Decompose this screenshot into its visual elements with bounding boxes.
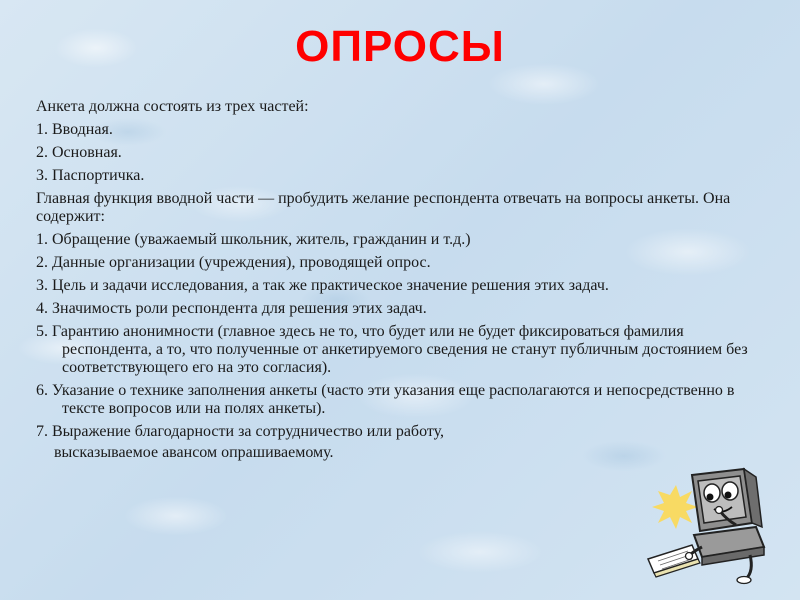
- content-item-4: 4. Значимость роли респондента для решения этих задач.: [36, 300, 427, 317]
- intro-function-text: Главная функция вводной части — пробудить желание респондента отвечать на вопросы анкеты. Она содержит:: [36, 190, 731, 225]
- part-item-2: 2. Основная.: [36, 144, 122, 161]
- content-item-3: 3. Цель и задачи исследования, а так же практическое значение решения этих задач.: [36, 277, 609, 294]
- content-item-2: 2. Данные организации (учреждения), проводящей опрос.: [36, 254, 431, 271]
- content-item-7-continuation: высказываемое авансом опрашиваемому.: [54, 444, 334, 461]
- content-item-6: 6. Указание о технике заполнения анкеты (часто эти указания еще располагаются и непосредственно в тексте вопросов или на полях анкеты).: [36, 382, 735, 417]
- content-item-1: 1. Обращение (уважаемый школьник, житель, гражданин и т.д.): [36, 231, 471, 248]
- part-item-1: 1. Вводная.: [36, 121, 113, 138]
- content-item-7: 7. Выражение благодарности за сотрудничество или работу,: [36, 423, 445, 440]
- slide-body: [36, 98, 766, 467]
- slide-title: ОПРОСЫ: [295, 22, 505, 71]
- intro-text: Анкета должна состоять из трех частей:: [36, 98, 309, 115]
- content-item-5: 5. Гарантию анонимности (главное здесь не то, что будет или не будет фиксироваться фамилия респондента, а то, что полученные от анкетируемого сведения не станут публичным достоянием без соответствующего его на это согласия).: [36, 323, 748, 376]
- computer-mascot-reading-book-icon: [640, 455, 770, 585]
- part-item-3: 3. Паспортичка.: [36, 167, 145, 184]
